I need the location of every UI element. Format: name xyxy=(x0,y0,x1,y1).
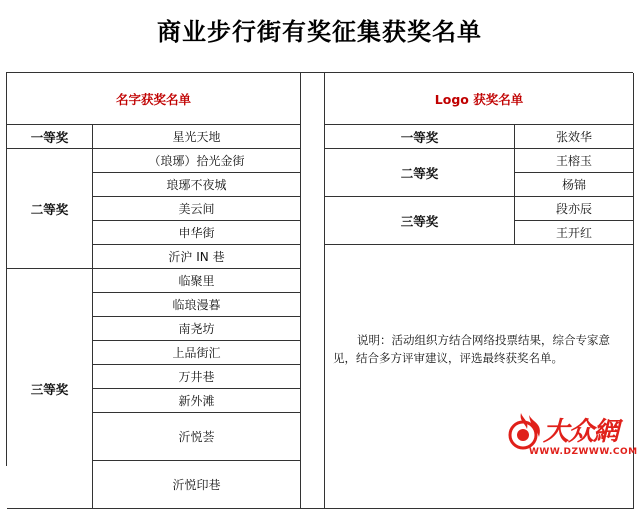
name-winner: 申华街 xyxy=(93,221,301,245)
watermark-brand: 大众網 xyxy=(543,417,619,447)
name-winner: 沂沪 IN 巷 xyxy=(93,245,301,269)
logo-winner: 王榕玉 xyxy=(515,149,634,173)
name-section-header: 名字获奖名单 xyxy=(7,73,301,125)
note-text: 说明：活动组织方结合网络投票结果，综合专家意见，结合多方评审建议，评选最终获奖名单。 xyxy=(333,333,610,365)
watermark-url: WWW.DZWWW.COM xyxy=(529,447,638,457)
name-winner: 南尧坊 xyxy=(93,317,301,341)
dzwww-watermark-logo xyxy=(503,409,638,461)
name-winner: 琅琊不夜城 xyxy=(93,173,301,197)
logo-winner: 王开红 xyxy=(515,221,634,245)
column-divider xyxy=(301,73,325,509)
name-winner: （琅琊）拾光金街 xyxy=(93,149,301,173)
logo-winner: 段亦辰 xyxy=(515,197,634,221)
name-second-prize-label: 二等奖 xyxy=(7,149,93,269)
logo-winner: 杨锦 xyxy=(515,173,634,197)
name-winner: 新外滩 xyxy=(93,389,301,413)
name-winner: 沂悦荟 xyxy=(93,413,301,461)
name-winner: 上品街汇 xyxy=(93,341,301,365)
page-title: 商业步行街有奖征集获奖名单 xyxy=(157,18,482,46)
name-winner: 沂悦印巷 xyxy=(93,461,301,509)
winners-table xyxy=(6,72,633,492)
name-first-prize-label: 一等奖 xyxy=(7,125,93,149)
name-winner: 临聚里 xyxy=(93,269,301,293)
name-winner: 临琅漫暮 xyxy=(93,293,301,317)
name-winner: 美云间 xyxy=(93,197,301,221)
selection-note xyxy=(325,245,634,509)
logo-first-prize-label: 一等奖 xyxy=(325,125,515,149)
name-winner: 星光天地 xyxy=(93,125,301,149)
logo-second-prize-label: 二等奖 xyxy=(325,149,515,197)
logo-winner: 张效华 xyxy=(515,125,634,149)
logo-section-header: Logo 获奖名单 xyxy=(325,73,634,125)
logo-third-prize-label: 三等奖 xyxy=(325,197,515,245)
name-third-prize-label: 三等奖 xyxy=(7,269,93,509)
name-winner: 万井巷 xyxy=(93,365,301,389)
